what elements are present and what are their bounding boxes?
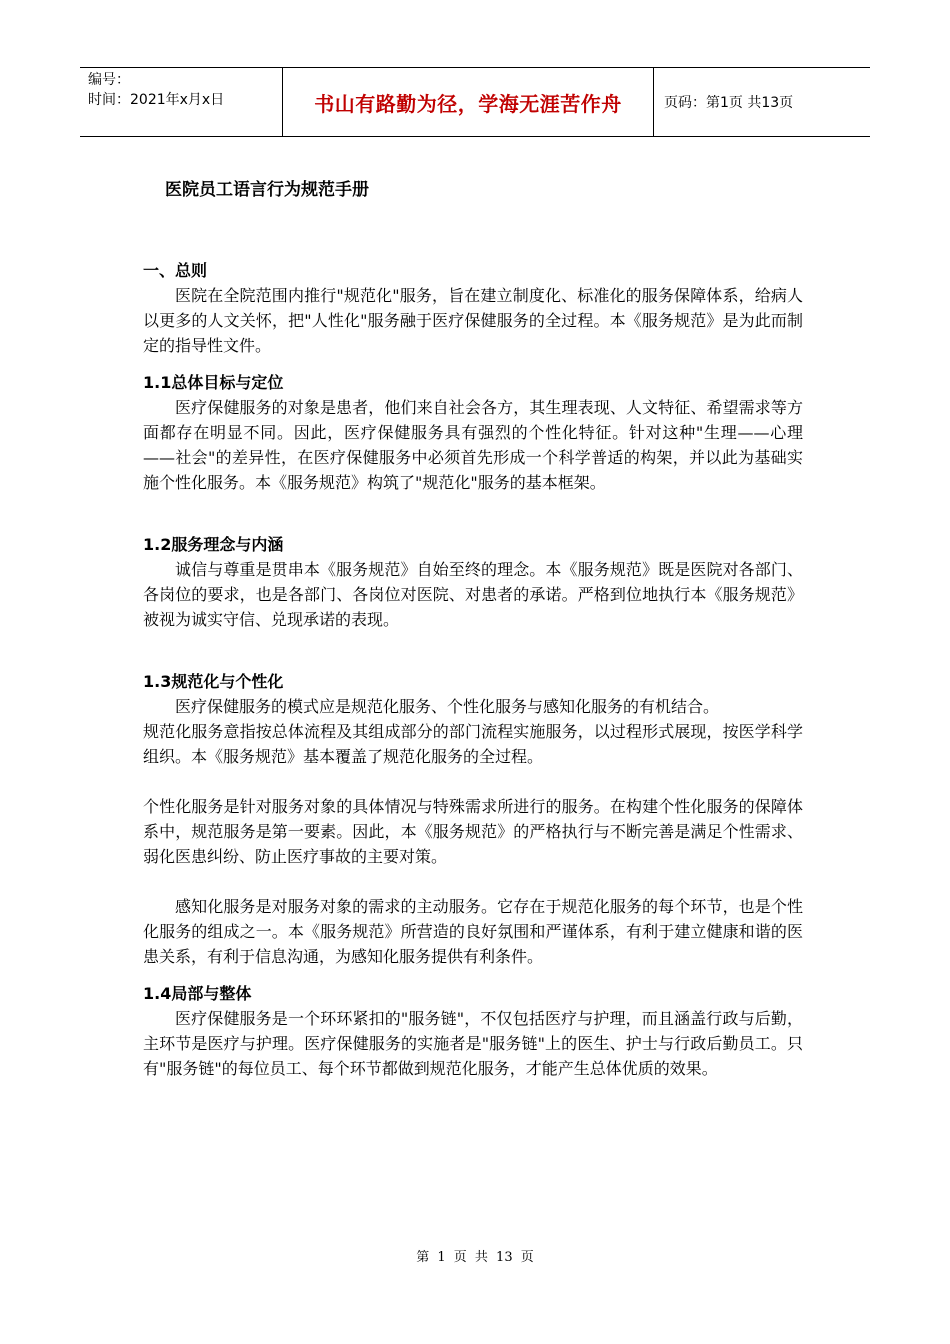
section-heading: 1.4局部与整体 [143, 984, 252, 1003]
paragraph: 个性化服务是针对服务对象的具体情况与特殊需求所进行的服务。在构建个性化服务的保障体系中，规范服务是第一要素。因此，本《服务规范》的严格执行与不断完善是满足个性需求、弱化医患纠纷、防止医疗事故的主要对策。 [143, 797, 803, 866]
paragraph: 规范化服务意指按总体流程及其组成部分的部门流程实施服务，以过程形式展现，按医学科学组织。本《服务规范》基本覆盖了规范化服务的全过程。 [143, 722, 803, 766]
header-motto: 书山有路勤为径，学海无涯苦作舟 [282, 68, 654, 136]
paragraph: 诚信与尊重是贯串本《服务规范》自始至终的理念。本《服务规范》既是医院对各部门、各岗位的要求，也是各部门、各岗位对医院、对患者的承诺。严格到位地执行本《服务规范》被视为诚实守信、兑现承诺的表现。 [143, 560, 803, 629]
document-body [143, 258, 803, 1081]
section-heading: 一、总则 [143, 261, 208, 280]
time-label: 时间：2021年x月x日 [88, 92, 225, 108]
page-footer: 第 1 页 共 13 页 [416, 1250, 534, 1265]
section-heading: 1.1总体目标与定位 [143, 373, 284, 392]
paragraph: 医院在全院范围内推行"规范化"服务，旨在建立制度化、标准化的服务保障体系，给病人以更多的人文关怀，把"人性化"服务融于医疗保健服务的全过程。本《服务规范》是为此而制定的指导性文件。 [143, 286, 803, 355]
paragraph: 感知化服务是对服务对象的需求的主动服务。它存在于规范化服务的每个环节，也是个性化服务的组成之一。本《服务规范》所营造的良好氛围和严谨体系，有利于建立健康和谐的医患关系，有利于信息沟通，为感知化服务提供有利条件。 [143, 897, 803, 966]
section-heading: 1.3规范化与个性化 [143, 672, 284, 691]
header-page-info: 页码：第1页 共13页 [664, 95, 794, 111]
paragraph: 医疗保健服务的模式应是规范化服务、个性化服务与感知化服务的有机结合。 [175, 697, 720, 716]
paragraph: 医疗保健服务是一个环环紧扣的"服务链"，不仅包括医疗与护理，而且涵盖行政与后勤，主环节是医疗与护理。医疗保健服务的实施者是"服务链"上的医生、护士与行政后勤员工。只有"服务链"的每位员工、每个环节都做到规范化服务，才能产生总体优质的效果。 [143, 1009, 803, 1078]
section-heading: 1.2服务理念与内涵 [143, 535, 284, 554]
number-label: 编号： [88, 72, 130, 88]
header-meta [80, 68, 282, 136]
document-title: 医院员工语言行为规范手册 [165, 180, 369, 200]
header-table [80, 67, 870, 137]
paragraph: 医疗保健服务的对象是患者，他们来自社会各方，其生理表现、人文特征、希望需求等方面都存在明显不同。因此，医疗保健服务具有强烈的个性化特征。针对这种"生理——心理——社会"的差异性，在医疗保健服务中必须首先形成一个科学普适的构架，并以此为基础实施个性化服务。本《服务规范》构筑了"规范化"服务的基本框架。 [143, 398, 803, 492]
